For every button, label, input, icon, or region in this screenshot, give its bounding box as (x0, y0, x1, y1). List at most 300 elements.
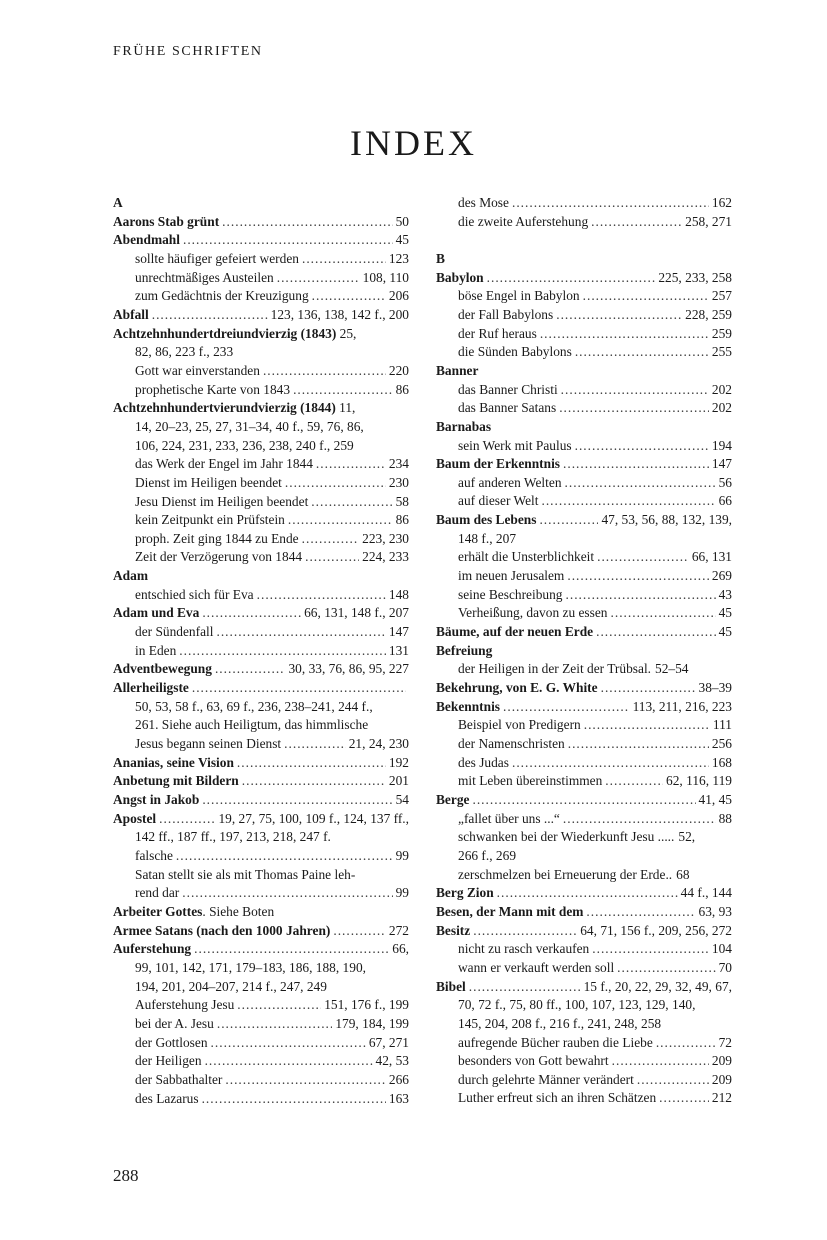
entry-pages: 163 (388, 1090, 409, 1106)
entry-term-text: entschied sich für Eva (135, 586, 254, 602)
entry-pages: 45 (718, 624, 732, 640)
entry-pages: 66, (392, 941, 409, 957)
entry-term-text: Dienst im Heiligen beendet (135, 474, 282, 490)
index-subentry (436, 735, 732, 754)
entry-term (458, 399, 556, 418)
entry-term-text: der Gottlosen (135, 1034, 208, 1050)
entry-term (135, 511, 285, 530)
entry-term-bold: Achtzehnhundertdreiundvierzig (1843) (113, 325, 337, 341)
index-subentry (436, 940, 732, 959)
entry-term (135, 548, 302, 567)
entry-term-bold: Barnabas (436, 418, 492, 434)
entry-term-bold: Achtzehnhundertvierundvierzig (1844) (113, 400, 336, 416)
index-entry (113, 660, 409, 679)
entry-term-bold: Banner (436, 362, 479, 378)
leader-dots (257, 586, 386, 605)
entry-term (113, 325, 356, 344)
index-entry (436, 922, 732, 941)
entry-term-text: auf dieser Welt (458, 493, 539, 509)
entry-continuation: 194, 201, 204–207, 214 f., 247, 249 (135, 978, 327, 994)
entry-term-text: „fallet über uns ...“ (458, 810, 560, 826)
index-subentry (113, 493, 409, 512)
entry-pages: 257 (711, 288, 732, 304)
index-entry (436, 418, 732, 437)
index-subentry (113, 548, 409, 567)
entry-continuation: 106, 224, 231, 233, 236, 238, 240 f., 259 (135, 437, 354, 453)
entry-pages: 234 (388, 456, 409, 472)
entry-pages: 68 (676, 866, 690, 882)
entry-continuation: 261. Siehe auch Heiligtum, das himmlische (135, 717, 369, 733)
entry-term-text: rend dar (135, 885, 180, 901)
leader-dots (563, 455, 709, 474)
entry-term (458, 754, 509, 773)
index-subentry (436, 1071, 732, 1090)
entry-term (458, 194, 509, 213)
entry-term (436, 511, 536, 530)
leader-dots (237, 996, 321, 1015)
leader-dots (503, 698, 630, 717)
index-entry (113, 213, 409, 232)
index-subentry (436, 381, 732, 400)
leader-dots (591, 213, 682, 232)
entry-term (135, 455, 313, 474)
entry-pages: 86 (395, 512, 409, 528)
leader-dots (176, 847, 393, 866)
index-subentry (436, 810, 732, 829)
entry-pages: 45 (395, 232, 409, 248)
leader-dots (285, 474, 386, 493)
leader-dots (575, 437, 709, 456)
index-subentry (436, 1052, 732, 1071)
entry-term-bold: Befreiung (436, 642, 493, 658)
entry-pages: 72 (718, 1034, 732, 1050)
entry-term (436, 791, 469, 810)
entry-term (458, 1089, 656, 1108)
leader-dots (263, 362, 386, 381)
entry-pages: 148 (388, 586, 409, 602)
entry-term (113, 604, 199, 623)
entry-pages: 202 (711, 400, 732, 416)
entry-term (135, 623, 213, 642)
entry-term-text: die Sünden Babylons (458, 344, 572, 360)
leader-dots (242, 772, 386, 791)
index-subentry (113, 1034, 409, 1053)
index-subentry (113, 735, 409, 754)
entry-pages: 111 (712, 717, 732, 733)
entry-term (113, 810, 156, 829)
index-entry (113, 604, 409, 623)
section-letter: A (113, 195, 123, 210)
entry-continuation: 14, 20–23, 25, 27, 31–34, 40 f., 59, 76, 86, (135, 418, 364, 434)
index-entry (113, 567, 409, 586)
index-subentry (436, 325, 732, 344)
index-entry (436, 903, 732, 922)
entry-term (458, 213, 588, 232)
entry-term (135, 1034, 208, 1053)
index-entry (436, 978, 732, 997)
entry-term (135, 493, 308, 512)
index-subentry (436, 959, 732, 978)
entry-term (436, 698, 500, 717)
leader-dots (192, 679, 406, 698)
index-subentry (113, 530, 409, 549)
index-subentry (113, 250, 409, 269)
leader-dots (656, 1034, 716, 1053)
index-entry (113, 231, 409, 250)
entry-term (436, 455, 560, 474)
entry-term (113, 772, 239, 791)
leader-dots (305, 548, 359, 567)
entry-pages: 147 (711, 456, 732, 472)
entry-pages: 272 (388, 922, 409, 938)
entry-term-bold: Bibel (436, 978, 466, 994)
index-subentry (113, 287, 409, 306)
entry-term-text: der Sabbathalter (135, 1071, 223, 1087)
entry-term-text: das Werk der Engel im Jahr 1844 (135, 456, 313, 472)
entry-term (436, 418, 491, 437)
entry-pages: 47, 53, 56, 88, 132, 139, (601, 512, 732, 528)
leader-dots (601, 679, 696, 698)
entry-pages: 258, 271 (685, 213, 732, 229)
entry-pages: 88 (718, 810, 732, 826)
entry-pages: 41, 45 (698, 791, 732, 807)
entry-pages: 147 (388, 624, 409, 640)
entry-term-bold: Bekenntnis (436, 698, 500, 714)
index-entry (436, 884, 732, 903)
entry-pages: 99 (395, 885, 409, 901)
leader-dots (302, 250, 386, 269)
entry-term (458, 735, 565, 754)
entry-term (458, 716, 581, 735)
leader-dots (611, 604, 716, 623)
entry-term (458, 287, 580, 306)
entry-continuation: 82, 86, 223 f., 233 (135, 344, 234, 360)
entry-term-text: des Mose (458, 195, 509, 210)
leader-dots (568, 735, 709, 754)
entry-term-text: aufregende Bücher rauben die Liebe (458, 1034, 653, 1050)
index-subentry (436, 772, 732, 791)
leader-dots (211, 1034, 366, 1053)
entry-term (436, 623, 593, 642)
leader-dots (473, 922, 577, 941)
leader-dots (237, 754, 386, 773)
entry-term (113, 660, 212, 679)
entry-term (135, 735, 281, 754)
leader-dots (159, 810, 215, 829)
leader-dots (637, 1071, 709, 1090)
leader-dots (566, 586, 716, 605)
entry-term (113, 399, 355, 418)
entry-term-text: der Fall Babylons (458, 306, 554, 322)
entry-pages: 194 (711, 437, 732, 453)
index-subentry (113, 623, 409, 642)
leader-dots (541, 492, 715, 511)
entry-term-bold: Besen, der Mann mit dem (436, 903, 584, 919)
entry-term (135, 474, 282, 493)
entry-pages: 269 (711, 568, 732, 584)
entry-pages: 224, 233 (362, 549, 409, 565)
entry-term (135, 269, 274, 288)
entry-pages: 223, 230 (362, 530, 409, 546)
entry-term (135, 884, 179, 903)
leader-dots (215, 660, 286, 679)
index-subentry (436, 1034, 732, 1053)
leader-dots (205, 1052, 373, 1071)
index-subentry (113, 455, 409, 474)
entry-term-text: in Eden (135, 642, 177, 658)
entry-term-bold: Berge (436, 791, 470, 807)
entry-term (113, 213, 219, 232)
entry-term-text: Luther erfreut sich an ihren Schätzen (458, 1090, 657, 1106)
entry-pages: 86 (395, 381, 409, 397)
entry-term (135, 287, 309, 306)
entry-term-bold: Abendmahl (113, 232, 180, 248)
leader-dots (302, 530, 359, 549)
entry-term-text: die zweite Auferstehung (458, 213, 589, 229)
entry-pages: 19, 27, 75, 100, 109 f., 124, 137 ff., (218, 810, 409, 826)
index-subentry (113, 474, 409, 493)
leader-dots (311, 493, 392, 512)
entry-continuation: 148 f., 207 (458, 530, 517, 546)
index-entry (113, 325, 409, 344)
entry-term-text: falsche (135, 847, 173, 863)
entry-term (113, 754, 234, 773)
index-subentry (436, 492, 732, 511)
entry-pages: 38–39 (698, 680, 732, 696)
index-entry (113, 810, 409, 829)
section-letter: B (436, 250, 445, 266)
index-entry (436, 269, 732, 288)
entry-continuation: Satan stellt sie als mit Thomas Paine leh- (135, 866, 356, 882)
entry-term (113, 903, 274, 922)
entry-term (458, 474, 562, 493)
entry-pages: 50 (395, 213, 409, 229)
index-entry (436, 642, 732, 661)
leader-dots (512, 754, 709, 773)
index-entry (113, 679, 409, 698)
index-subentry (436, 586, 732, 605)
entry-term-bold: Berg Zion (436, 885, 494, 901)
entry-term-text: zum Gedächtnis der Kreuzigung (135, 288, 309, 304)
entry-term (436, 903, 583, 922)
entry-term-text: kein Zeitpunkt ein Prüfstein (135, 512, 285, 528)
entry-term-text: der Namenschristen (458, 736, 565, 752)
entry-term (135, 996, 234, 1015)
leader-dots (584, 716, 710, 735)
index-subentry (113, 884, 409, 903)
index-subentry (436, 1089, 732, 1108)
entry-pages: 66, 131 (691, 549, 732, 565)
entry-term-text: besonders von Gott bewahrt (458, 1053, 609, 1069)
leader-dots (333, 922, 386, 941)
entry-term (436, 362, 478, 381)
entry-term: der Heiligen in der Zeit der Trübsal. (458, 661, 652, 677)
entry-pages: 209 (711, 1071, 732, 1087)
page-title: INDEX (350, 123, 477, 164)
entry-pages: 70 (718, 959, 732, 975)
index-entry (436, 698, 732, 717)
entry-pages: 228, 259 (685, 306, 732, 322)
index-entry (113, 306, 409, 325)
leader-dots (597, 548, 689, 567)
leader-dots (202, 604, 301, 623)
entry-term (135, 1015, 214, 1034)
leader-dots (612, 1052, 709, 1071)
leader-dots (469, 978, 581, 997)
entry-term (436, 922, 470, 941)
leader-dots (575, 343, 709, 362)
leader-dots (567, 567, 709, 586)
entry-term (458, 772, 602, 791)
index-subentry (113, 996, 409, 1015)
leader-dots (277, 269, 360, 288)
entry-pages: 209 (711, 1053, 732, 1069)
entry-term-text: sein Werk mit Paulus (458, 437, 572, 453)
index-subentry (436, 194, 732, 213)
leader-dots (225, 1071, 386, 1090)
entry-term-text: nicht zu rasch verkaufen (458, 941, 590, 957)
entry-term (436, 884, 494, 903)
entry-term (113, 922, 330, 941)
entry-term (458, 810, 560, 829)
index-entry (113, 399, 409, 418)
leader-dots (617, 959, 715, 978)
index-subentry (113, 511, 409, 530)
entry-term-bold: Anbetung mit Bildern (113, 773, 239, 789)
leader-dots (539, 511, 598, 530)
entry-term (135, 362, 260, 381)
entry-term-text: Beispiel von Predigern (458, 717, 581, 733)
entry-term-bold: Aarons Stab grünt (113, 213, 220, 229)
entry-term-text: mit Leben übereinstimmen (458, 773, 603, 789)
entry-term (113, 940, 191, 959)
entry-term-bold: Bäume, auf der neuen Erde (436, 624, 594, 640)
entry-term-text: der Ruf heraus (458, 325, 537, 341)
entry-continuation: 50, 53, 58 f., 63, 69 f., 236, 238–241, 244 f., (135, 698, 373, 714)
index-entry (113, 903, 409, 922)
entry-pages: 113, 211, 216, 223 (632, 698, 732, 714)
entry-continuation: 142 ff., 187 ff., 197, 213, 218, 247 f. (135, 829, 331, 845)
entry-pages: 123, 136, 138, 142 f., 200 (270, 306, 409, 322)
leader-dots (472, 791, 695, 810)
entry-pages: 15 f., 20, 22, 29, 32, 49, 67, (583, 978, 732, 994)
index-subentry (436, 437, 732, 456)
entry-term (436, 978, 466, 997)
entry-term (436, 642, 492, 661)
entry-term-text: Gott war einverstanden (135, 362, 260, 378)
leader-dots (559, 399, 709, 418)
index-subentry (113, 847, 409, 866)
entry-term-bold: Abfall (113, 306, 149, 322)
entry-term-bold: Besitz (436, 922, 471, 938)
entry-term-text: Jesu Dienst im Heiligen beendet (135, 493, 309, 509)
entry-term (458, 437, 572, 456)
entry-pages: 99 (395, 847, 409, 863)
entry-term (458, 343, 572, 362)
leader-dots (202, 791, 392, 810)
index-subentry (113, 1015, 409, 1034)
entry-term (135, 586, 254, 605)
entry-pages: 108, 110 (362, 269, 409, 285)
index-subentry (436, 548, 732, 567)
entry-pages: 179, 184, 199 (335, 1015, 409, 1031)
entry-term (113, 231, 180, 250)
entry-term-text: sollte häufiger gefeiert werden (135, 250, 299, 266)
leader-dots (222, 213, 392, 232)
entry-term (135, 1052, 202, 1071)
leader-dots (605, 772, 663, 791)
entry-term (135, 1090, 199, 1109)
entry-pages: 52–54 (655, 661, 689, 677)
entry-term-text: das Banner Christi (458, 381, 558, 397)
entry-pages: 256 (711, 736, 732, 752)
index-subentry (436, 213, 732, 232)
index-subentry (436, 866, 732, 885)
entry-pages: 212 (711, 1090, 732, 1106)
index-subentry (436, 567, 732, 586)
entry-term (113, 567, 148, 586)
leader-dots (586, 903, 695, 922)
leader-dots (284, 735, 346, 754)
entry-pages: 58 (395, 493, 409, 509)
index-subentry (436, 604, 732, 623)
entry-term (458, 1052, 609, 1071)
index-subentry (113, 1071, 409, 1090)
entry-pages: 66 (718, 493, 732, 509)
entry-term (458, 306, 553, 325)
running-head: FRÜHE SCHRIFTEN (113, 44, 263, 59)
leader-dots (497, 884, 678, 903)
leader-dots (194, 940, 389, 959)
entry-pages: 44 f., 144 (680, 885, 732, 901)
entry-pages: 67, 271 (368, 1034, 409, 1050)
entry-term (436, 269, 484, 288)
leader-dots (288, 511, 393, 530)
index-entry (113, 754, 409, 773)
entry-term (113, 679, 189, 698)
entry-term-bold: Ananias, seine Vision (113, 754, 234, 770)
leader-dots (556, 306, 682, 325)
entry-term-text: böse Engel in Babylon (458, 288, 580, 304)
entry-pages: 206 (388, 288, 409, 304)
entry-term-text: erhält die Unsterblichkeit (458, 549, 595, 565)
leader-dots (596, 623, 716, 642)
entry-pages: 56 (718, 474, 732, 490)
entry-term-text: im neuen Jerusalem (458, 568, 565, 584)
entry-term-text: auf anderen Welten (458, 474, 562, 490)
entry-see-reference: . Siehe Boten (202, 903, 275, 919)
index-subentry (436, 754, 732, 773)
entry-term-bold: Bekehrung, von E. G. White (436, 680, 598, 696)
entry-pages: 104 (711, 941, 732, 957)
index-entry (436, 455, 732, 474)
entry-pages: 259 (711, 325, 732, 341)
entry-term: zerschmelzen bei Erneuerung der Erde.. (458, 866, 673, 882)
entry-term (458, 1071, 634, 1090)
entry-pages: 123 (388, 250, 409, 266)
entry-term (458, 604, 608, 623)
leader-dots (182, 884, 392, 903)
index-entry (436, 511, 732, 530)
leader-dots (202, 1090, 386, 1109)
entry-pages: 201 (388, 773, 409, 789)
entry-term-bold: Arbeiter Gottes (113, 903, 203, 919)
index-entry (436, 362, 732, 381)
index-subentry (436, 828, 732, 847)
leader-dots (565, 474, 716, 493)
entry-term-text: das Banner Satans (458, 400, 557, 416)
entry-continuation: 70, 72 f., 75, 80 ff., 100, 107, 123, 129, 140, (458, 997, 696, 1013)
